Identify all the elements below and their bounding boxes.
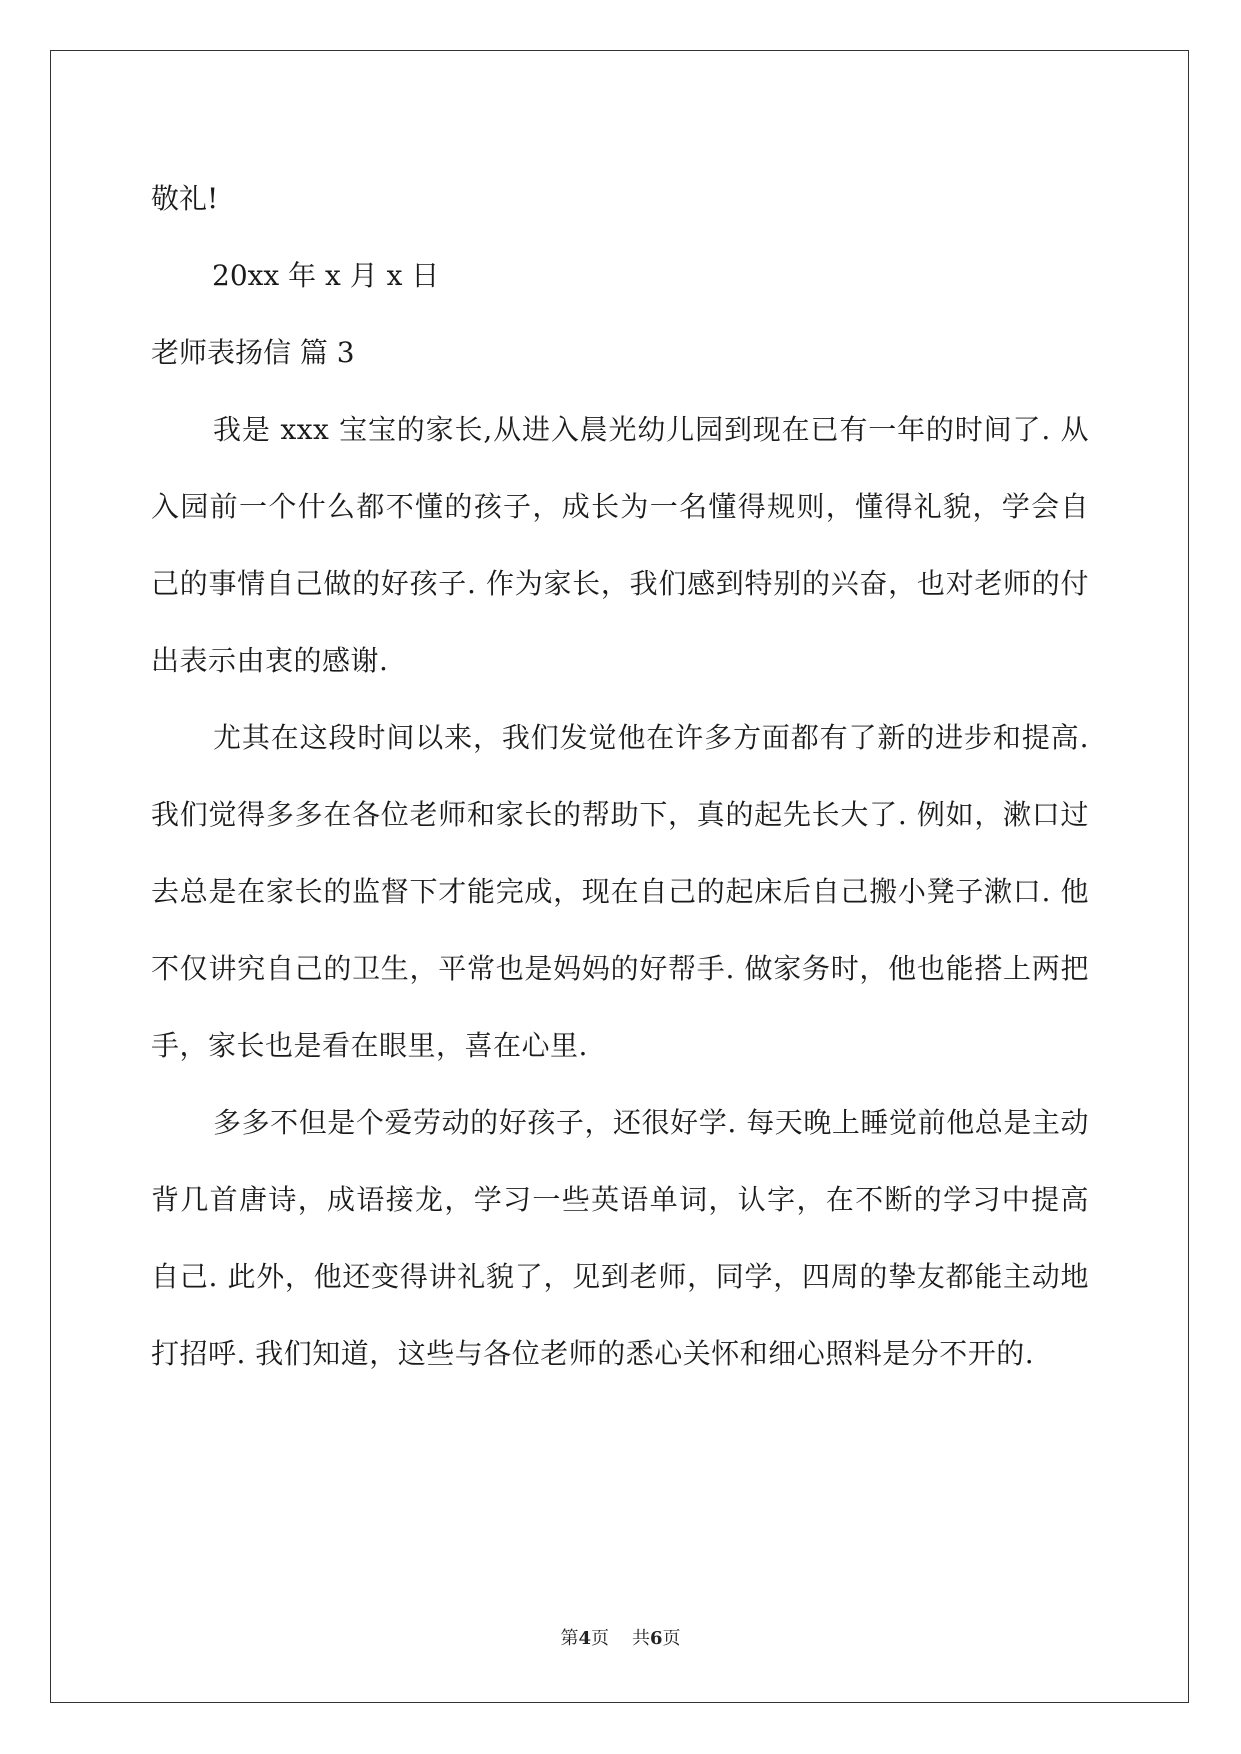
footer-page-suffix: 页	[591, 1628, 610, 1649]
footer-total-suffix: 页	[662, 1628, 681, 1649]
paragraph-1: 我是 xxx 宝宝的家长,从进入晨光幼儿园到现在已有一年的时间了. 从入园前一个什么都不懂的孩子，成长为一名懂得规则，懂得礼貌，学会自己的事情自己做的好孩子. 作为家长，我们感到特别的兴奋，也对老师的付出表示由衷的感谢.	[151, 413, 1089, 677]
closing-salutation: 敬礼!	[151, 182, 219, 215]
section-title: 老师表扬信 篇 3	[151, 336, 355, 369]
paragraph-3: 多多不但是个爱劳动的好孩子，还很好学. 每天晚上睡觉前他总是主动背几首唐诗，成语接龙，学习一些英语单词，认字，在不断的学习中提高自己. 此外，他还变得讲礼貌了，见到老师，同学，四周的挚友都能主动地打招呼. 我们知道，这些与各位老师的悉心关怀和细心照料是分不开的.	[151, 1106, 1089, 1370]
footer-total-prefix: 共	[631, 1628, 650, 1649]
page-footer	[0, 1624, 1241, 1650]
letter-date: 20xx 年 x 月 x 日	[212, 259, 440, 292]
total-page-count: 6	[649, 1628, 663, 1649]
footer-prefix: 第	[560, 1628, 579, 1649]
paragraph-2: 尤其在这段时间以来，我们发觉他在许多方面都有了新的进步和提高. 我们觉得多多在各位老师和家长的帮助下，真的起先长大了. 例如，漱口过去总是在家长的监督下才能完成，现在自己的起床后自己搬小凳子漱口. 他不仅讲究自己的卫生，平常也是妈妈的好帮手. 做家务时，他也能搭上两把手，家长也是看在眼里，喜在心里.	[151, 721, 1089, 1062]
current-page-number: 4	[578, 1628, 592, 1649]
document-body	[151, 160, 1089, 1392]
